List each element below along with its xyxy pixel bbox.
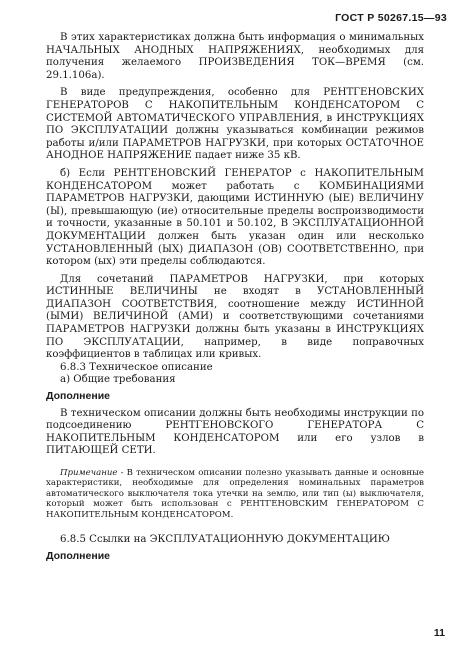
supplement-heading-2: Дополнение [46,549,111,562]
document-body [46,32,424,562]
section-6-8-3: 6.8.3 Техническое описание [60,361,213,373]
note-label: Примечание [60,468,118,478]
paragraph-item-b: б) Если РЕНТГЕНОВСКИЙ ГЕНЕРАТОР с НАКОПИТЕЛЬНЫМ КОНДЕНСАТОРОМ может работать с КОМБИНАЦИЯМИ ПАРАМЕТРОВ НАГРУЗКИ, дающими ИСТИННУЮ (ЫЕ) ВЕЛИЧИНУ (Ы), превышающую (ие) относительные пределы воспроизводимости и точности, указанные в 50.101 и 50.102, В ЭКСПЛУАТАЦИОННОЙ ДОКУМЕНТАЦИИ должен быть указан один или несколько УСТАНОВЛЕННЫЙ (ЫХ) ДИАПАЗОН (ОВ) СООТВЕТСТВЕННО, при котором (ых) эти пределы соблюдаются. [46,167,424,268]
paragraph-technical-description: В техническом описании должны быть необходимы инструкции по подсоединению РЕНТГЕНОВСКОГО ГЕНЕРАТОРА С НАКОПИТЕЛЬНЫМ КОНДЕНСАТОРОМ или его узлов в ПИТАЮЩЕЙ СЕТИ. [46,407,424,457]
standard-header: ГОСТ Р 50267.15—93 [335,12,447,24]
subsection-general-requirements: а) Общие требования [60,374,176,386]
supplement-heading-1: Дополнение [46,390,111,403]
paragraph-characteristics: В этих характеристиках должна быть информация о минимальных НАЧАЛЬНЫХ АНОДНЫХ НАПРЯЖЕНИЯХ, необходимых для получения желаемого ПРОИЗВЕДЕНИЯ ТОК—ВРЕМЯ (см. 29.1.106а). [46,32,424,81]
paragraph-combinations: Для сочетаний ПАРАМЕТРОВ НАГРУЗКИ, при которых ИСТИННЫЕ ВЕЛИЧИНЫ не входят в УСТАНОВЛЕННЫЙ ДИАПАЗОН СООТВЕТСТВИЯ, соотношение между ИСТИННОЙ (ЫМИ) ВЕЛИЧИНОЙ (АМИ) и соответствующими сочетаниями ПАРАМЕТРОВ НАГРУЗКИ должны быть указаны в ИНСТРУКЦИЯХ ПО ЭКСПЛУАТАЦИИ, например, в виде поправочных коэффициентов в таблицах или кривых. [46,273,424,361]
page-number: 11 [433,627,445,639]
paragraph-warning: В виде предупреждения, особенно для РЕНТГЕНОВСКИХ ГЕНЕРАТОРОВ С НАКОПИТЕЛЬНЫМ КОНДЕНСАТОРОМ С СИСТЕМОЙ АВТОМАТИЧЕСКОГО УПРАВЛЕНИЯ, в ИНСТРУКЦИЯХ ПО ЭКСПЛУАТАЦИИ должны указываться комбинации режимов работы и/или ПАРАМЕТРОВ НАГРУЗКИ, при которых ОСТАТОЧНОЕ АНОДНОЕ НАПРЯЖЕНИЕ падает ниже 35 кВ. [46,87,424,162]
note-text: - В техническом описании полезно указывать данные и основные характеристики, необходимые для определения номинальных параметров автоматического выключателя тока утечки на землю, или тип (ы) выключателя, который может быть использован с РЕНТГЕНОВСКИМ ГЕНЕРАТОРОМ С НАКОПИТЕЛЬНЫМ КОНДЕНСАТОРОМ. [46,468,424,520]
section-6-8-5: 6.8.5 Ссылки на ЭКСПЛУАТАЦИОННУЮ ДОКУМЕНТАЦИЮ [60,534,390,546]
note [46,468,424,520]
